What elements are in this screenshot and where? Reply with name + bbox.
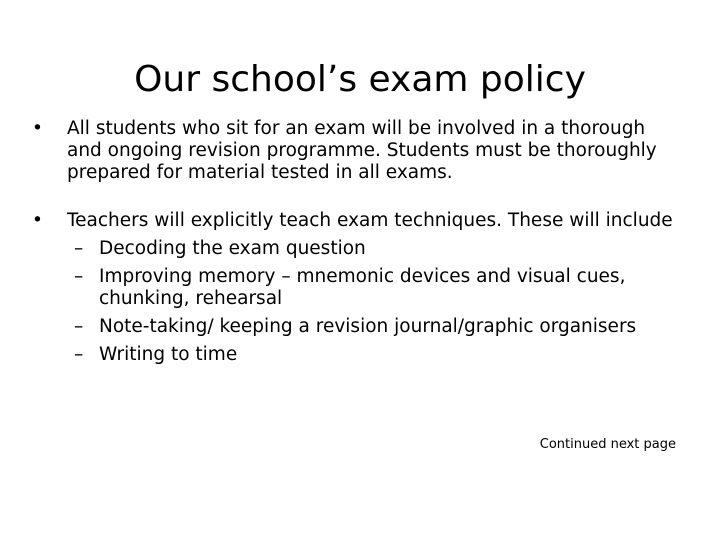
sub-item-text: Note-taking/ keeping a revision journal/graphic organisers (99, 316, 637, 337)
dash-marker: – (74, 238, 84, 259)
bullet-text: Teachers will explicitly teach exam techniques. These will include (67, 210, 673, 231)
sub-item (74, 238, 682, 260)
bullet-item (32, 210, 682, 366)
sub-item (74, 344, 682, 366)
bullet-list (32, 118, 682, 366)
continued-note: Continued next page (539, 437, 676, 452)
sub-item-text: Writing to time (99, 344, 238, 365)
dash-marker: – (74, 344, 84, 365)
sub-list (67, 238, 682, 366)
sub-item (74, 266, 682, 310)
slide-title: Our school’s exam policy (134, 59, 586, 100)
bullet-marker: • (32, 210, 43, 231)
sub-item-text: Improving memory – mnemonic devices and visual cues, chunking, rehearsal (99, 266, 626, 309)
sub-item (74, 316, 682, 338)
bullet-item (32, 118, 682, 184)
sub-item-text: Decoding the exam question (99, 238, 366, 259)
bullet-text: All students who sit for an exam will be involved in a thorough and ongoing revision programme. Students must be thoroughly prepared for material tested in all exams. (67, 118, 657, 183)
bullet-marker: • (32, 118, 43, 139)
dash-marker: – (74, 316, 84, 337)
dash-marker: – (74, 266, 84, 287)
